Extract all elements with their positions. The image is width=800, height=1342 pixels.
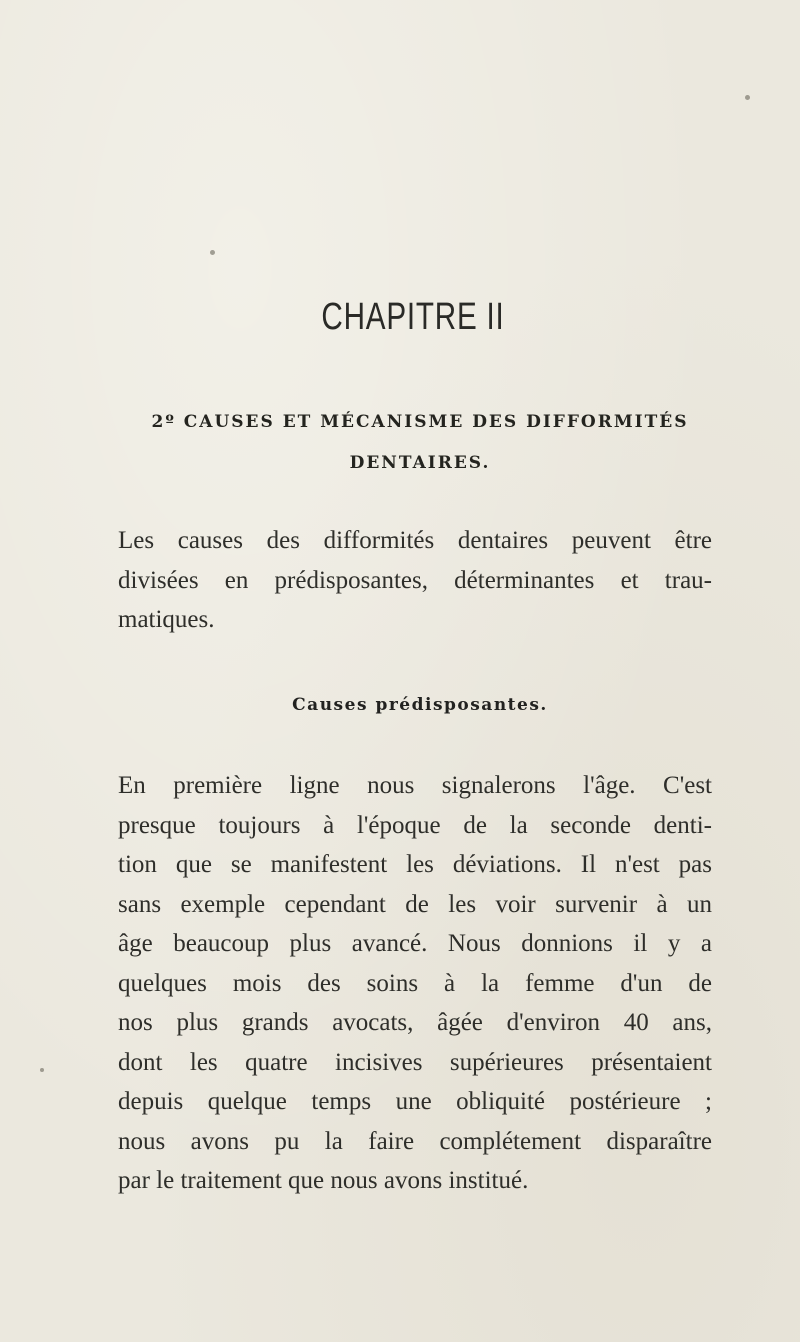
text-line: quelques mois des soins à la femme d'un de bbox=[118, 969, 712, 997]
text-line: dont les quatre incisives supérieures présentaient bbox=[118, 1048, 712, 1076]
ink-speck bbox=[40, 1068, 44, 1072]
text-line: par le traitement que nous avons institué. bbox=[118, 1167, 529, 1194]
section-title-line-2: DENTAIRES. bbox=[349, 453, 491, 473]
text-line: depuis quelque temps une obliquité postérieure ; bbox=[118, 1088, 712, 1115]
subheading: Causes prédisposantes. bbox=[292, 695, 548, 715]
text-line: En première ligne nous signalerons l'âge. C'est bbox=[118, 772, 712, 799]
text-line: âge beaucoup plus avancé. Nous donnions il y a bbox=[118, 930, 712, 957]
intro-paragraph bbox=[118, 521, 712, 640]
text-line: Les causes des difformités dentaires peuvent être bbox=[118, 527, 712, 554]
text-line: sans exemple cependant de les voir survenir à un bbox=[118, 890, 712, 918]
text-line: divisées en prédisposantes, déterminantes et trau- bbox=[118, 566, 712, 594]
ink-speck bbox=[745, 95, 750, 100]
section-title-line-1: 2º CAUSES ET MÉCANISME DES DIFFORMITÉS bbox=[151, 412, 689, 432]
text-line: matiques. bbox=[118, 606, 215, 633]
text-line: presque toujours à l'époque de la seconde denti- bbox=[118, 811, 712, 839]
body-paragraph bbox=[118, 766, 712, 1201]
chapter-heading: CHAPITRE II bbox=[321, 296, 505, 338]
text-line: nos plus grands avocats, âgée d'environ 40 ans, bbox=[118, 1009, 712, 1036]
text-line: tion que se manifestent les déviations. Il n'est pas bbox=[118, 851, 712, 878]
ink-speck bbox=[210, 250, 215, 255]
text-line: nous avons pu la faire complétement disparaître bbox=[118, 1127, 712, 1155]
